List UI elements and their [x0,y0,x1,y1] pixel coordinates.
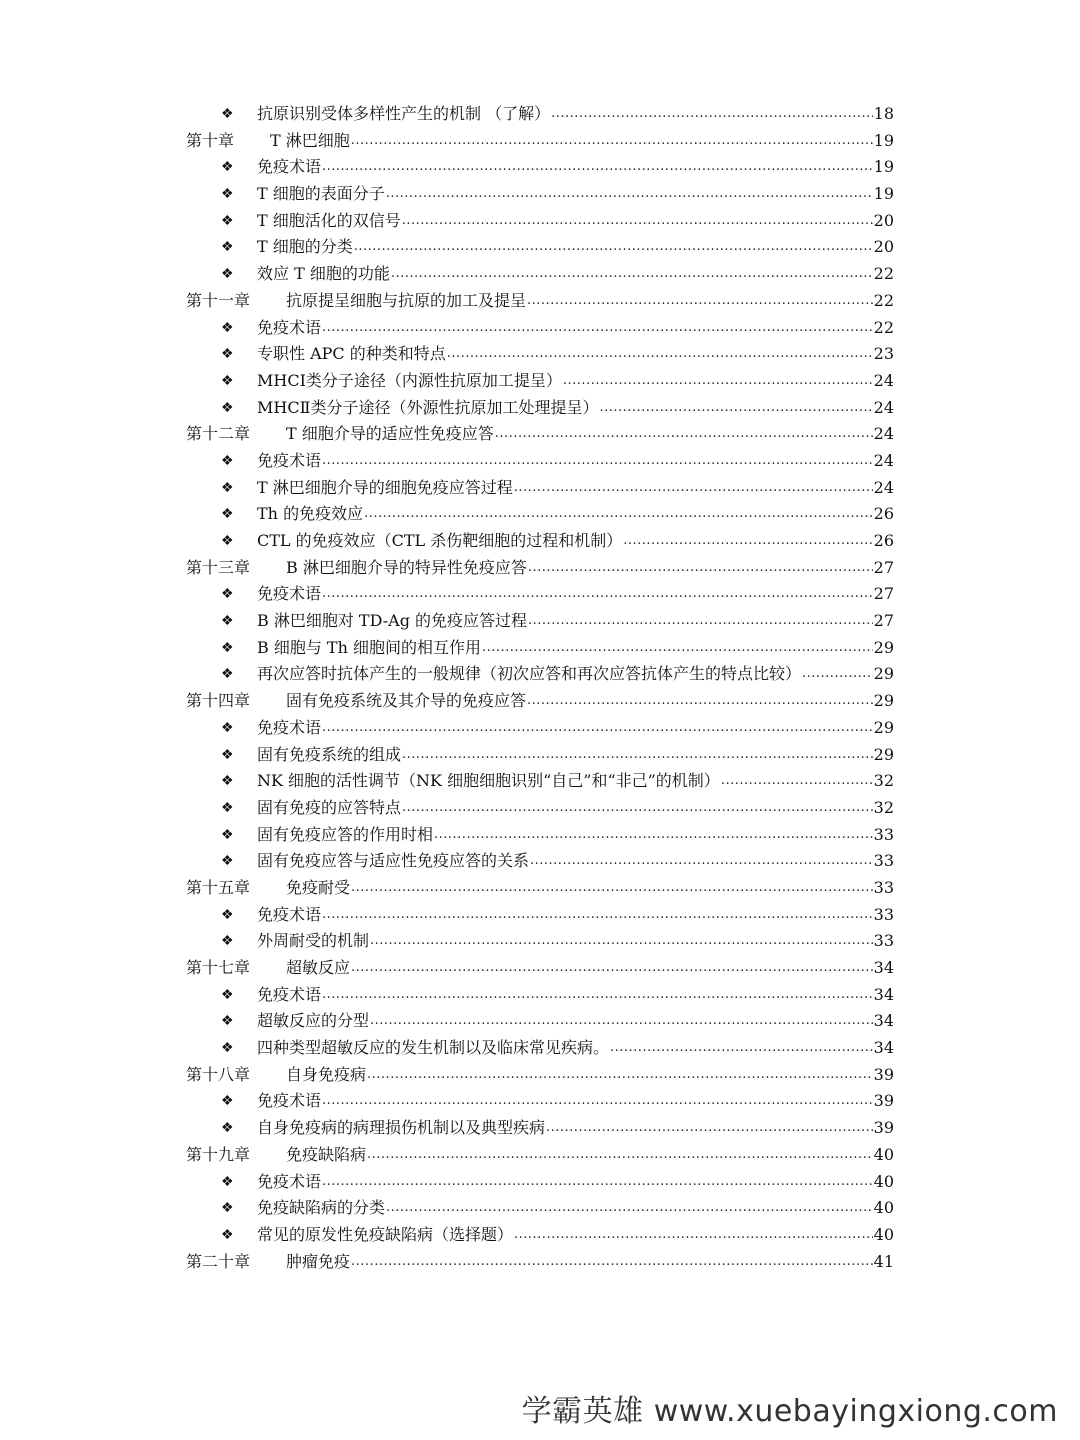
entry-title: 固有免疫应答的作用时相 [257,824,434,844]
page-number: 34 [873,958,894,977]
page-number: 40 [873,1171,894,1191]
diamond-bullet-icon: ❖ [221,666,234,683]
page-number: 22 [873,317,894,337]
chapter-label: 第十一章 [186,290,251,310]
entry-title: 再次应答时抗体产生的一般规律（初次应答和再次应答抗体产生的特点比较） [257,664,802,684]
page-number: 34 [873,1038,894,1058]
toc-item-row[interactable] [186,395,894,422]
entry-title: T 细胞的表面分子 [257,184,385,204]
diamond-bullet-icon: ❖ [221,479,234,496]
toc-item-row[interactable] [186,795,894,822]
page-number: 34 [873,1011,894,1031]
chapter-label: 第十四章 [186,691,251,711]
dot-leader [322,1169,873,1196]
entry-title: T 细胞活化的双信号 [257,210,401,230]
diamond-bullet-icon: ❖ [221,346,234,363]
diamond-bullet-icon: ❖ [221,506,234,523]
toc-chapter-row[interactable] [186,875,894,902]
toc-item-row[interactable] [186,368,894,395]
diamond-bullet-icon: ❖ [221,799,234,816]
watermark: 学霸英雄 www.xuebayingxiong.com [521,1394,1058,1429]
page-number: 32 [873,771,894,791]
page-number: 19 [873,130,894,150]
diamond-bullet-icon: ❖ [221,319,234,336]
page-number: 24 [873,450,894,470]
entry-title: 固有免疫的应答特点 [257,797,402,817]
dot-leader [528,555,873,582]
entry-title: 免疫术语 [257,984,322,1004]
entry-title: 外周耐受的机制 [257,931,370,951]
page-number: 18 [873,104,894,123]
chapter-title: 免疫耐受 [286,877,351,897]
chapter-label: 第十五章 [186,877,251,897]
chapter-label: 第十七章 [186,958,251,977]
dot-leader [322,1088,873,1115]
page-number: 27 [873,584,894,604]
dot-leader [402,795,873,822]
dot-leader [402,742,873,769]
entry-title: 四种类型超敏反应的发生机制以及临床常见疾病。 [257,1038,610,1058]
page-number: 27 [873,611,894,631]
page-number: 29 [873,664,894,684]
toc-chapter-row[interactable] [186,1142,894,1169]
page-number: 39 [873,1064,894,1084]
toc-item-row[interactable] [186,448,894,475]
entry-title: 免疫术语 [257,157,322,177]
toc-chapter-row[interactable] [186,1249,894,1276]
entry-title: 固有免疫系统的组成 [257,744,402,764]
dot-leader [370,1008,873,1035]
diamond-bullet-icon: ❖ [221,266,234,283]
diamond-bullet-icon: ❖ [221,906,234,923]
diamond-bullet-icon: ❖ [221,1200,234,1217]
page-number: 29 [873,717,894,737]
page-number: 24 [873,370,894,390]
entry-title: 抗原识别受体多样性产生的机制 （了解） [257,104,551,123]
toc-item-row[interactable] [186,742,894,769]
dot-leader [322,154,873,181]
diamond-bullet-icon: ❖ [221,452,234,469]
toc-chapter-row[interactable] [186,288,894,315]
page-number: 40 [873,1224,894,1244]
page-number: 19 [873,184,894,204]
entry-title: 固有免疫应答与适应性免疫应答的关系 [257,851,530,871]
diamond-bullet-icon: ❖ [221,533,234,549]
dot-leader [514,475,873,502]
chapter-title: 免疫缺陷病 [286,1144,367,1164]
toc-item-row[interactable] [186,608,894,635]
dot-leader [351,128,873,155]
dot-leader [351,875,873,902]
chapter-label: 第十九章 [186,1144,251,1164]
page-number: 40 [873,1198,894,1218]
dot-leader [610,1035,873,1062]
page-number: 26 [873,531,894,550]
dot-leader [322,448,873,475]
diamond-bullet-icon: ❖ [221,239,234,256]
dot-leader [391,261,873,288]
diamond-bullet-icon: ❖ [221,399,234,416]
diamond-bullet-icon: ❖ [221,1173,234,1190]
toc-chapter-row[interactable] [186,555,894,582]
page-number: 22 [873,264,894,284]
dot-leader [527,288,873,315]
page-number: 23 [873,344,894,364]
entry-title: MHCⅠ类分子途径（内源性抗原加工提呈） [257,370,562,390]
page-number: 22 [873,290,894,310]
dot-leader [322,902,873,929]
chapter-title: 抗原提呈细胞与抗原的加工及提呈 [286,290,527,310]
diamond-bullet-icon: ❖ [221,773,234,790]
toc-chapter-row[interactable] [186,421,894,448]
page-number: 20 [873,210,894,230]
toc-item-row[interactable] [186,1115,894,1142]
dot-leader [351,955,873,982]
dot-leader [623,528,872,555]
page-number: 26 [873,504,894,524]
page-number: 33 [873,931,894,951]
page-number: 27 [873,557,894,577]
toc-item-row[interactable] [186,902,894,929]
chapter-label: 第十章 [186,130,235,150]
chapter-title: 肿瘤免疫 [286,1251,351,1271]
entry-title: 免疫术语 [257,904,322,924]
chapter-title: T 细胞介导的适应性免疫应答 [286,424,494,444]
page-number: 32 [873,797,894,817]
entry-title: 超敏反应的分型 [257,1011,370,1031]
page-number: 39 [873,1118,894,1138]
page-number: 33 [873,824,894,844]
entry-title: T 淋巴细胞介导的细胞免疫应答过程 [257,477,513,497]
table-of-contents [186,101,894,1275]
toc-item-row[interactable] [186,315,894,342]
page-number: 33 [873,851,894,871]
dot-leader [527,688,873,715]
page-number: 24 [873,477,894,497]
toc-item-row[interactable] [186,768,894,795]
dot-leader [322,315,873,342]
toc-item-row[interactable] [186,154,894,181]
toc-item-row[interactable] [186,341,894,368]
dot-leader [367,1062,873,1089]
page-number: 40 [873,1144,894,1164]
entry-title: 效应 T 细胞的功能 [257,264,390,284]
dot-leader [802,661,873,688]
dot-leader [322,715,873,742]
diamond-bullet-icon: ❖ [221,639,234,656]
toc-chapter-row[interactable] [186,688,894,715]
entry-title: T 细胞的分类 [257,237,353,257]
entry-title: Th 的免疫效应 [257,504,364,524]
page-number: 33 [873,904,894,924]
entry-title: 自身免疫病的病理损伤机制以及典型疾病 [257,1118,546,1138]
toc-item-row[interactable] [186,1008,894,1035]
dot-leader [563,368,873,395]
toc-chapter-row[interactable] [186,955,894,982]
toc-item-row[interactable] [186,208,894,235]
dot-leader [386,181,873,208]
chapter-title: B 淋巴细胞介导的特异性免疫应答 [286,557,527,577]
diamond-bullet-icon: ❖ [221,746,234,763]
dot-leader [495,421,873,448]
toc-item-row[interactable] [186,635,894,662]
entry-title: 免疫缺陷病的分类 [257,1198,386,1218]
diamond-bullet-icon: ❖ [221,933,234,950]
diamond-bullet-icon: ❖ [221,1226,234,1243]
chapter-title: 超敏反应 [286,958,351,977]
entry-title: CTL 的免疫效应（CTL 杀伤靶细胞的过程和机制） [257,531,623,550]
diamond-bullet-icon: ❖ [221,826,234,843]
page-number: 24 [873,424,894,444]
dot-leader [528,608,873,635]
toc-item-row[interactable] [186,101,894,128]
toc-item-row[interactable] [186,715,894,742]
dot-leader [434,822,873,849]
entry-title: 专职性 APC 的种类和特点 [257,344,446,364]
toc-chapter-row[interactable] [186,128,894,155]
dot-leader [322,581,873,608]
page-number: 24 [873,397,894,417]
entry-title: 免疫术语 [257,317,322,337]
page-number: 19 [873,157,894,177]
toc-item-row[interactable] [186,1222,894,1249]
dot-leader [367,1142,873,1169]
toc-item-row[interactable] [186,822,894,849]
toc-item-row[interactable] [186,261,894,288]
toc-item-row[interactable] [186,234,894,261]
diamond-bullet-icon: ❖ [221,1120,234,1137]
page-number: 29 [873,691,894,711]
toc-item-row[interactable] [186,661,894,688]
chapter-title: 固有免疫系统及其介导的免疫应答 [286,691,527,711]
dot-leader [599,395,872,422]
chapter-label: 第十二章 [186,424,251,444]
dot-leader [322,982,873,1009]
diamond-bullet-icon: ❖ [221,372,234,389]
chapter-label: 第十三章 [186,557,251,577]
dot-leader [530,848,873,875]
dot-leader [354,234,873,261]
entry-title: 免疫术语 [257,450,322,470]
toc-chapter-row[interactable] [186,1062,894,1089]
dot-leader [551,101,873,128]
toc-item-row[interactable] [186,928,894,955]
entry-title: B 淋巴细胞对 TD-Ag 的免疫应答过程 [257,611,528,631]
page-number: 29 [873,744,894,764]
page-number: 20 [873,237,894,257]
diamond-bullet-icon: ❖ [221,159,234,176]
toc-item-row[interactable] [186,1169,894,1196]
diamond-bullet-icon: ❖ [221,613,234,630]
toc-item-row[interactable] [186,581,894,608]
page-number: 33 [873,877,894,897]
entry-title: 免疫术语 [257,584,322,604]
dot-leader [386,1195,873,1222]
page-number: 29 [873,637,894,657]
dot-leader [370,928,873,955]
chapter-title: 自身免疫病 [286,1064,367,1084]
chapter-title: T 淋巴细胞 [270,130,350,150]
entry-title: 常见的原发性免疫缺陷病（选择题） [257,1224,514,1244]
dot-leader [402,208,873,235]
diamond-bullet-icon: ❖ [221,986,234,1003]
toc-item-row[interactable] [186,475,894,502]
toc-item-row[interactable] [186,1035,894,1062]
diamond-bullet-icon: ❖ [221,853,234,870]
entry-title: 免疫术语 [257,1091,322,1111]
toc-item-row[interactable] [186,848,894,875]
chapter-label: 第十八章 [186,1064,251,1084]
toc-item-row[interactable] [186,501,894,528]
page-number: 34 [873,984,894,1004]
entry-title: 免疫术语 [257,717,322,737]
diamond-bullet-icon: ❖ [221,212,234,229]
diamond-bullet-icon: ❖ [221,186,234,203]
diamond-bullet-icon: ❖ [221,719,234,736]
diamond-bullet-icon: ❖ [221,106,234,122]
diamond-bullet-icon: ❖ [221,1040,234,1057]
diamond-bullet-icon: ❖ [221,1093,234,1110]
entry-title: B 细胞与 Th 细胞间的相互作用 [257,637,481,657]
toc-item-row[interactable] [186,181,894,208]
dot-leader [364,501,873,528]
chapter-label: 第二十章 [186,1251,251,1271]
entry-title: NK 细胞的活性调节（NK 细胞细胞识别“自己”和“非己”的机制） [257,771,720,791]
diamond-bullet-icon: ❖ [221,1013,234,1030]
dot-leader [447,341,873,368]
dot-leader [546,1115,873,1142]
entry-title: MHCⅡ类分子途径（外源性抗原加工处理提呈） [257,397,599,417]
dot-leader [482,635,873,662]
toc-item-row[interactable] [186,982,894,1009]
page-number: 41 [873,1251,894,1271]
diamond-bullet-icon: ❖ [221,586,234,603]
dot-leader [721,768,873,795]
dot-leader [351,1249,873,1276]
page-number: 39 [873,1091,894,1111]
entry-title: 免疫术语 [257,1171,322,1191]
toc-item-row[interactable] [186,528,894,555]
dot-leader [514,1222,873,1249]
toc-item-row[interactable] [186,1088,894,1115]
toc-item-row[interactable] [186,1195,894,1222]
